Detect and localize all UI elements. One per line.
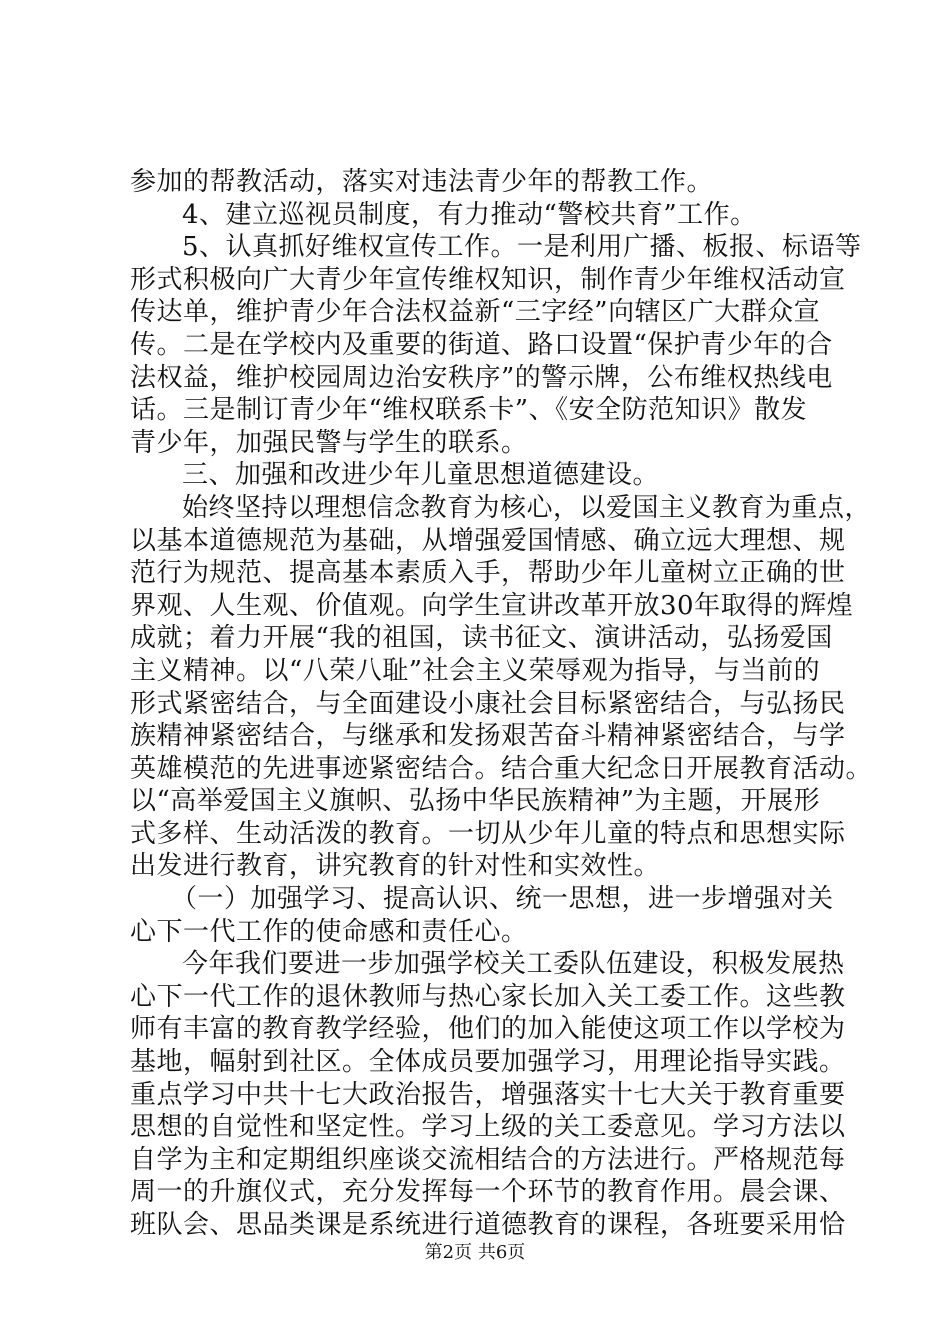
text-line: 基地，幅射到社区。全体成员要加强学习，用理论指导实践。: [130, 1047, 846, 1078]
text-line: 以“高举爱国主义旗帜、弘扬中华民族精神”为主题，开展形: [130, 786, 821, 817]
text-line: 成就；着力开展“我的祖国，读书征文、演讲活动，弘扬爱国: [130, 623, 833, 654]
text-line: 4、建立巡视员制度，有力推动“警校共育”工作。: [182, 199, 757, 230]
text-line: 思想的自觉性和坚定性。学习上级的关工委意见。学习方法以: [130, 1112, 846, 1143]
text-line: 传达单，维护青少年合法权益新“三字经”向辖区广大群众宣: [130, 297, 821, 328]
page-number-footer: 第2页 共6页: [424, 1242, 526, 1263]
section-heading: 三、加强和改进少年儿童思想道德建设。: [182, 460, 660, 491]
text-line: 英雄模范的先进事迹紧密结合。结合重大纪念日开展教育活动。: [130, 753, 873, 784]
text-line: 今年我们要进一步加强学校关工委队伍建设，积极发展热: [182, 949, 845, 980]
text-line: 话。三是制订青少年“维权联系卡”、《安全防范知识》散发: [130, 395, 808, 426]
subsection-heading: （一）加强学习、提高认识、统一思想，进一步增强对关: [171, 884, 834, 915]
text-line: 形式积极向广大青少年宣传维权知识，制作青少年维权活动宣: [130, 264, 846, 295]
text-line: 出发进行教育，讲究教育的针对性和实效性。: [130, 851, 661, 882]
text-line: 心下一代工作的使命感和责任心。: [130, 916, 528, 947]
text-line: 师有丰富的教育教学经验，他们的加入能使这项工作以学校为: [130, 1014, 846, 1045]
text-line: 心下一代工作的退休教师与热心家长加入关工委工作。这些教: [130, 981, 846, 1012]
text-line: 范行为规范、提高基本素质入手，帮助少年儿童树立正确的世: [130, 558, 846, 589]
text-line: 青少年，加强民警与学生的联系。: [130, 427, 528, 458]
text-line: 族精神紧密结合，与继承和发扬艰苦奋斗精神紧密结合，与学: [130, 721, 846, 752]
text-line: 界观、人生观、价值观。向学生宣讲改革开放30年取得的辉煌: [130, 590, 854, 621]
text-line: 重点学习中共十七大政治报告，增强落实十七大关于教育重要: [130, 1079, 846, 1110]
text-line: 周一的升旗仪式，充分发挥每一个环节的教育作用。晨会课、: [130, 1177, 846, 1208]
document-body: [130, 166, 873, 1242]
text-line: 传。二是在学校内及重要的街道、路口设置“保护青少年的合: [130, 329, 833, 360]
text-line: 式多样、生动活泼的教育。一切从少年儿童的特点和思想实际: [130, 818, 846, 849]
text-line: 形式紧密结合，与全面建设小康社会目标紧密结合，与弘扬民: [130, 688, 846, 719]
text-line: 5、认真抓好维权宣传工作。一是利用广播、板报、标语等: [182, 232, 862, 263]
text-line: 以基本道德规范为基础，从增强爱国情感、确立远大理想、规: [130, 525, 846, 556]
text-line: 始终坚持以理想信念教育为核心，以爱国主义教育为重点，: [182, 492, 872, 523]
text-line: 自学为主和定期组织座谈交流相结合的方法进行。严格规范每: [130, 1144, 846, 1175]
text-line: 主义精神。以“八荣八耻”社会主义荣辱观为指导，与当前的: [130, 655, 821, 686]
text-line: 法权益，维护校园周边治安秩序”的警示牌，公布维权热线电: [130, 362, 833, 393]
text-line: 参加的帮教活动，落实对违法青少年的帮教工作。: [130, 167, 714, 197]
text-line: 班队会、思品类课是系统进行道德教育的课程，各班要采用恰: [130, 1210, 846, 1240]
